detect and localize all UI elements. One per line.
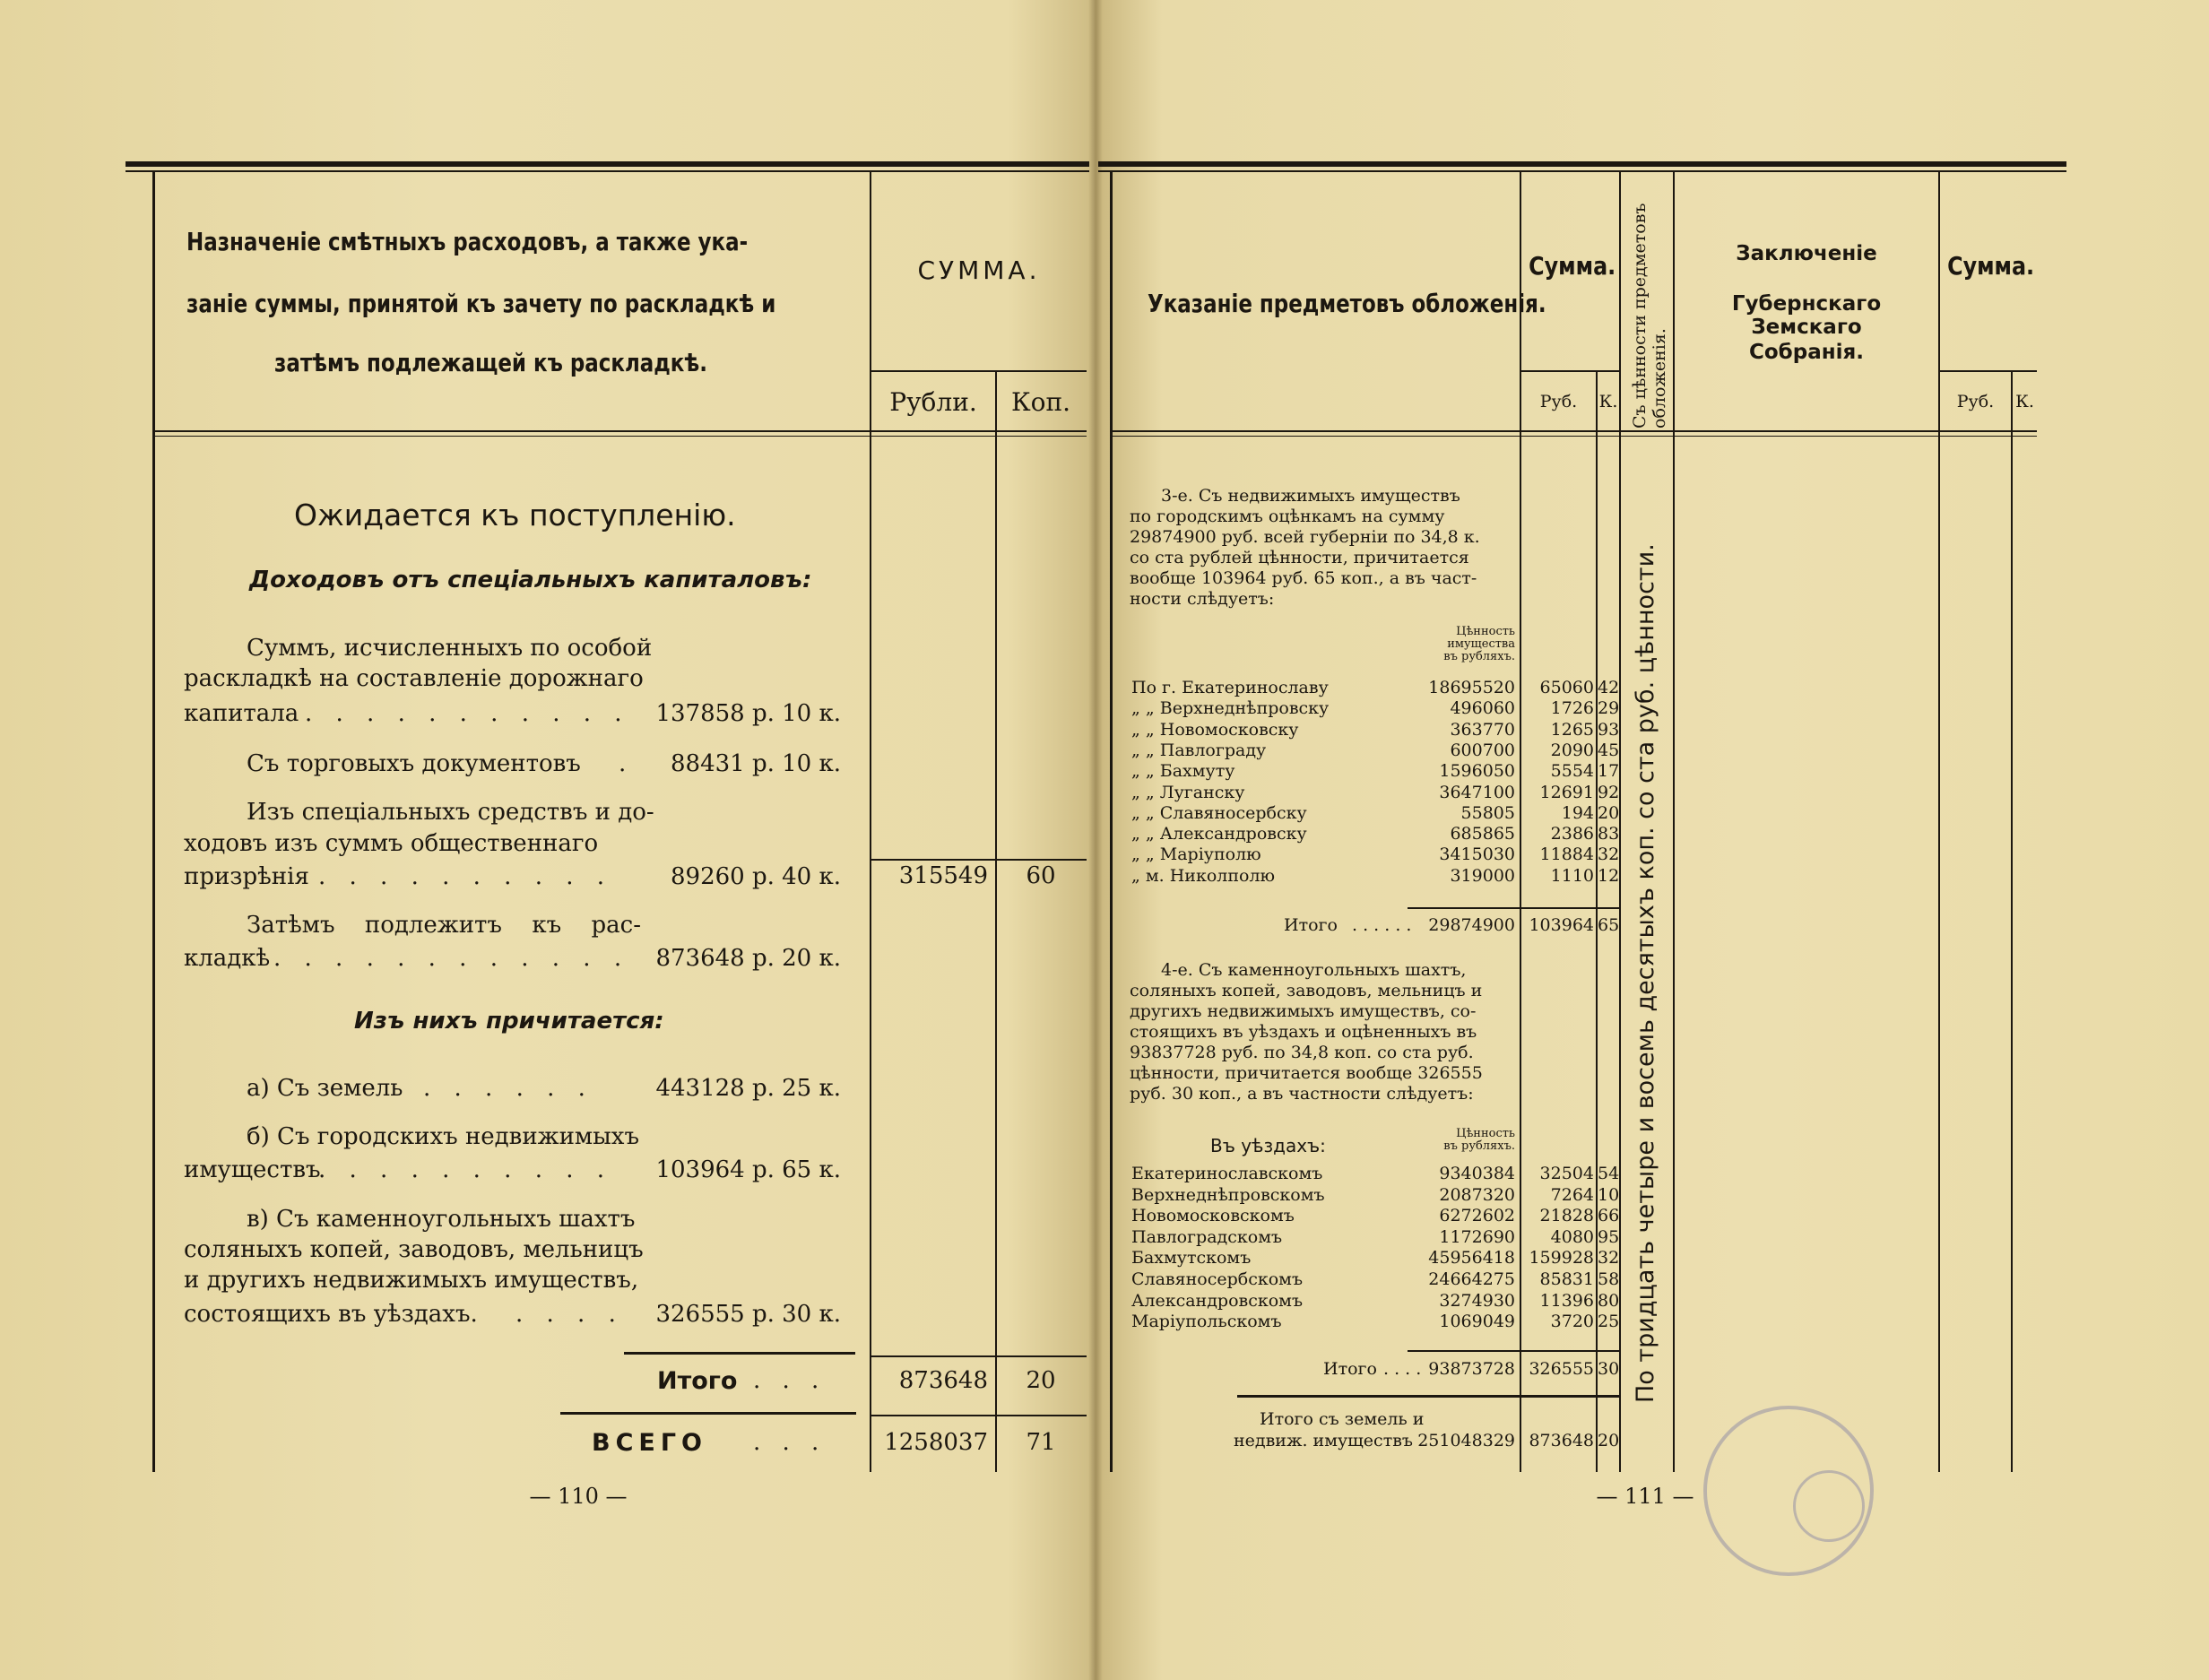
kop-cell: 10 xyxy=(1598,1184,1620,1205)
district-name: Новомосковскомъ xyxy=(1131,1206,1295,1226)
sec4-text-6: цѣнности, причитается вообще 326555 xyxy=(1130,1063,1483,1083)
district-name: „ „ Луганску xyxy=(1131,782,1245,802)
header-kop: Коп. xyxy=(1010,387,1071,417)
share-a-leader: . . . . . . xyxy=(423,1075,593,1102)
page-number-left: — 110 — xyxy=(529,1484,628,1509)
grand-value: 251048329 xyxy=(1417,1431,1515,1451)
rheader-subjects: Указаніе предметовъ обложенія. xyxy=(1148,289,1546,318)
kop-cell: 12 xyxy=(1598,865,1620,886)
grand-line1: Итого съ земель и xyxy=(1260,1409,1425,1429)
special-total-kop: 60 xyxy=(1026,862,1056,889)
value-cell: 1596050 xyxy=(1439,761,1515,782)
kop-cell: 93 xyxy=(1598,719,1620,740)
sec3-colhead xyxy=(1381,626,1515,663)
header-bottom-rule-thin xyxy=(154,436,1087,437)
kop-cell: 42 xyxy=(1598,678,1620,697)
district-name: „ „ Бахмуту xyxy=(1131,761,1235,782)
sec4-total-rule xyxy=(1408,1350,1619,1352)
item1-line1: Суммъ, исчисленныхъ по особой xyxy=(247,635,653,662)
rub-cell: 2090 xyxy=(1550,740,1594,760)
header-rub: Рубли. xyxy=(889,387,977,417)
rheader-sum: Сумма. xyxy=(1529,251,1616,281)
item2-leader: . xyxy=(619,750,627,777)
value-cell: 1069049 xyxy=(1439,1312,1515,1332)
sec3-text-1: 3-е. Съ недвижимыхъ имуществъ xyxy=(1161,486,1460,506)
kop-cell: 29 xyxy=(1598,698,1620,719)
share-b-leader: . . . . . . . . . . xyxy=(318,1156,613,1183)
top-rule-right-thin xyxy=(1098,170,2066,172)
kop-cell: 20 xyxy=(1598,802,1620,823)
vertical-rate-note: По тридцать четыре и восемь десятыхъ коп. со ста руб. цѣнности. xyxy=(1632,543,1659,1403)
sec3-total-rub: 103964 xyxy=(1529,915,1594,935)
sec3-total-label: Итого xyxy=(1284,915,1338,935)
rub-cell: 4080 xyxy=(1550,1226,1594,1247)
value-cell: 363770 xyxy=(1450,719,1515,740)
itogo-col-rule xyxy=(871,1355,1087,1357)
sec3-colhead-3: въ рубляхъ. xyxy=(1443,650,1515,663)
value-cell: 45956418 xyxy=(1428,1248,1515,1269)
kop-cell: 58 xyxy=(1598,1269,1620,1289)
value-cell: 24664275 xyxy=(1428,1269,1515,1289)
sec4-text-3: другихъ недвижимыхъ имуществъ, со- xyxy=(1130,1001,1477,1021)
value-cell: 3647100 xyxy=(1439,782,1515,802)
vsego-kop: 71 xyxy=(1026,1429,1056,1456)
itogo-rule xyxy=(624,1352,855,1355)
rub-cell: 11884 xyxy=(1539,844,1594,865)
sec4-text-2: соляныхъ копей, заводовъ, мельницъ и xyxy=(1130,981,1483,1000)
kop-cell: 80 xyxy=(1598,1290,1620,1311)
section-title: Ожидается къ поступленію. xyxy=(294,498,736,533)
item1-leader: . . . . . . . . . . . xyxy=(305,700,630,727)
rub-cell: 1265 xyxy=(1550,719,1594,740)
kop-cell: 66 xyxy=(1598,1206,1620,1226)
share-c-amount: 326555 р. 30 к. xyxy=(655,1301,841,1328)
value-cell: 6272602 xyxy=(1439,1206,1515,1226)
share-b-last: имуществъ xyxy=(184,1156,321,1183)
district-name: Славяносербскомъ xyxy=(1131,1269,1304,1289)
district-name: „ „ Славяносербску xyxy=(1131,802,1307,823)
sec4-total-value: 93873728 xyxy=(1428,1359,1515,1379)
library-stamp-inner xyxy=(1793,1470,1865,1542)
special-total-rub: 315549 xyxy=(898,862,988,889)
district-name: Бахмутскомъ xyxy=(1131,1248,1252,1269)
kop-cell: 54 xyxy=(1598,1164,1620,1183)
item3-line1: Изъ спеціальныхъ средствъ и до- xyxy=(247,799,654,826)
kop-cell: 32 xyxy=(1598,844,1620,865)
rate-col-left xyxy=(1619,172,1621,1472)
subtotal-rule xyxy=(871,859,1087,861)
rub-cell: 1726 xyxy=(1550,698,1594,719)
sec4-text-1: 4-е. Съ каменноугольныхъ шахтъ, xyxy=(1161,960,1467,980)
vsego-label: ВСЕГО xyxy=(592,1429,707,1457)
item2-amount: 88431 р. 10 к. xyxy=(670,750,841,777)
itogo-rub: 873648 xyxy=(898,1367,988,1394)
section-subtitle: Доходовъ отъ спеціальныхъ капиталовъ: xyxy=(249,567,812,593)
item1-last: капитала xyxy=(184,700,299,727)
right-left-border xyxy=(1110,172,1113,1472)
sec4-colhead xyxy=(1381,1128,1515,1153)
kop-cell: 32 xyxy=(1598,1248,1620,1269)
top-rule-thin xyxy=(126,170,1089,172)
district-name: По г. Екатеринославу xyxy=(1131,678,1329,697)
header-bottom-rule xyxy=(154,430,1087,432)
sec4-text-7: руб. 30 коп., а въ частности слѣдуетъ: xyxy=(1130,1084,1474,1104)
rub-cell: 32504 xyxy=(1539,1164,1594,1183)
sec4-colhead-2: въ рубляхъ. xyxy=(1443,1139,1515,1153)
rheader-sum2: Сумма. xyxy=(1947,251,2035,281)
rub-cell: 1110 xyxy=(1550,865,1594,886)
kop-cell: 25 xyxy=(1598,1312,1620,1332)
grand-kop: 20 xyxy=(1598,1431,1620,1451)
rheader-rate xyxy=(1630,178,1669,429)
vsego-rub: 1258037 xyxy=(884,1429,988,1456)
sec3-total-rule xyxy=(1408,907,1619,909)
sec4-total-rub: 326555 xyxy=(1529,1359,1594,1379)
rub-cell: 2386 xyxy=(1550,824,1594,844)
value-cell: 2087320 xyxy=(1439,1184,1515,1205)
header-desc-2: заніе суммы, принятой къ зачету по раскладкѣ и xyxy=(186,289,776,318)
rub-cell: 7264 xyxy=(1550,1184,1594,1205)
item3-line2: ходовъ изъ суммъ общественнаго xyxy=(184,830,599,857)
vsego-col-rule xyxy=(871,1415,1087,1416)
item1-amount: 137858 р. 10 к. xyxy=(655,700,841,727)
district-name: Екатеринославскомъ xyxy=(1131,1164,1323,1183)
vsego-leader: . . . xyxy=(753,1429,827,1456)
sec4-total-leader: . . . . xyxy=(1383,1359,1422,1379)
left-border xyxy=(152,172,155,1472)
value-cell: 3415030 xyxy=(1439,844,1515,865)
rkop2-col-divider xyxy=(2011,372,2013,1472)
value-cell: 319000 xyxy=(1450,865,1515,886)
sec4-colhead-1: Цѣнность xyxy=(1456,1127,1515,1140)
rheader-rub2: Руб. xyxy=(1956,392,1995,411)
sec3-total-value: 29874900 xyxy=(1428,915,1515,935)
value-cell: 18695520 xyxy=(1428,678,1515,697)
rheader-conclusion-3: Собранія. xyxy=(1748,341,1864,364)
district-name: „ „ Александровску xyxy=(1131,824,1307,844)
share-a-amount: 443128 р. 25 к. xyxy=(655,1075,841,1102)
sec3-text-4: со ста рублей цѣнности, причитается xyxy=(1130,548,1469,567)
grand-line2: недвиж. имуществъ xyxy=(1234,1431,1413,1451)
value-cell: 496060 xyxy=(1450,698,1515,719)
item1-line2: раскладкѣ на составленіе дорожнаго xyxy=(184,665,644,692)
book-gutter xyxy=(1088,0,1103,1680)
value-cell: 1172690 xyxy=(1439,1226,1515,1247)
rheader-conclusion-2: Губернскаго Земскаго xyxy=(1731,292,1882,339)
kop-cell: 17 xyxy=(1598,761,1620,782)
sec3-text-5: вообще 103964 руб. 65 коп., а въ част- xyxy=(1130,568,1477,588)
remaining-last: кладкѣ xyxy=(184,945,271,972)
remaining-amount: 873648 р. 20 к. xyxy=(655,945,841,972)
sec3-text-6: ности слѣдуетъ: xyxy=(1130,589,1275,609)
rheader-kop2: К. xyxy=(2015,392,2034,411)
item2-last: Съ торговыхъ документовъ xyxy=(247,750,581,777)
rub-cell: 65060 xyxy=(1539,678,1594,697)
rsum2-sub-rule xyxy=(1940,370,2037,372)
sec4-total-kop: 30 xyxy=(1598,1359,1620,1379)
value-cell: 685865 xyxy=(1450,824,1515,844)
header-desc-3: затѣмъ подлежащей къ раскладкѣ. xyxy=(274,348,708,377)
district-name: Александровскомъ xyxy=(1131,1290,1304,1311)
sec4-text-5: 93837728 руб. по 34,8 коп. со ста руб. xyxy=(1130,1043,1474,1062)
district-name: Маріупольскомъ xyxy=(1131,1312,1282,1332)
sec3-total-kop: 65 xyxy=(1598,915,1620,935)
share-c-line1: в) Съ каменноугольныхъ шахтъ xyxy=(247,1206,636,1233)
sum-sub-rule xyxy=(871,370,1087,372)
share-b-amount: 103964 р. 65 к. xyxy=(655,1156,841,1183)
kop-col-divider xyxy=(995,372,997,1472)
value-cell: 600700 xyxy=(1450,740,1515,760)
rub-cell: 159928 xyxy=(1529,1248,1594,1269)
grand-rule xyxy=(1237,1395,1619,1398)
district-name: „ „ Верхнеднѣпровску xyxy=(1131,698,1330,719)
district-name: Павлоградскомъ xyxy=(1131,1226,1283,1247)
kop-cell: 45 xyxy=(1598,740,1620,760)
top-rule-right xyxy=(1098,161,2066,167)
item3-last: призрѣнія xyxy=(184,863,309,890)
share-b-line1: б) Съ городскихъ недвижимыхъ xyxy=(247,1123,640,1150)
item3-leader: . . . . . . . . . . xyxy=(318,863,613,890)
rheader-kop: К. xyxy=(1598,392,1618,411)
item3-amount: 89260 р. 40 к. xyxy=(670,863,841,890)
sec3-text-2: по городскимъ оцѣнкамъ на сумму xyxy=(1130,507,1445,526)
header-sum: СУММА. xyxy=(917,255,1041,285)
grand-rub: 873648 xyxy=(1529,1431,1594,1451)
sec3-text-3: 29874900 руб. всей губерніи по 34,8 к. xyxy=(1130,527,1480,547)
share-c-line2: соляныхъ копей, заводовъ, мельницъ xyxy=(184,1236,644,1263)
remaining-leader: . . . . . . . . . . . . xyxy=(273,945,630,972)
value-cell: 55805 xyxy=(1460,802,1515,823)
kop-cell: 92 xyxy=(1598,782,1620,802)
rheader-conclusion-1: Заключеніе xyxy=(1736,242,1877,265)
district-name: „ „ Павлограду xyxy=(1131,740,1267,760)
rub-cell: 194 xyxy=(1561,802,1594,823)
rsum-sub-rule xyxy=(1521,370,1619,372)
rheader-rub: Руб. xyxy=(1539,392,1578,411)
share-c-line3: и другихъ недвижимыхъ имуществъ, xyxy=(184,1267,639,1294)
rub-cell: 3720 xyxy=(1550,1312,1594,1332)
district-name: „ м. Николполю xyxy=(1131,865,1276,886)
sec3-colhead-1: Цѣнность xyxy=(1456,625,1515,638)
sec3-total-leader: . . . . . . xyxy=(1352,915,1412,935)
sec3-colhead-2: имущества xyxy=(1447,637,1515,651)
remaining-line1: Затѣмъ подлежитъ къ рас- xyxy=(247,912,641,939)
district-name: „ „ Новомосковску xyxy=(1131,719,1299,740)
share-a-last: а) Съ земель xyxy=(247,1075,403,1102)
itogo-leader: . . . xyxy=(753,1367,827,1394)
vsego-rule xyxy=(560,1412,856,1415)
value-cell: 3274930 xyxy=(1439,1290,1515,1311)
share-c-leader: . . . . xyxy=(515,1301,624,1328)
rub-cell: 5554 xyxy=(1550,761,1594,782)
top-rule xyxy=(126,161,1089,167)
rheader-bottom-rule-thin xyxy=(1113,436,2037,437)
kop-cell: 95 xyxy=(1598,1226,1620,1247)
district-name: „ „ Маріуполю xyxy=(1131,844,1261,865)
rub-cell: 11396 xyxy=(1539,1290,1594,1311)
conclusion-col-right xyxy=(1938,172,1940,1472)
itogo-label: Итого xyxy=(657,1367,738,1395)
district-name: Верхнеднѣпровскомъ xyxy=(1131,1184,1325,1205)
rub-cell: 12691 xyxy=(1539,782,1594,802)
value-cell: 9340384 xyxy=(1439,1164,1515,1183)
sum-col-divider xyxy=(870,172,871,1472)
page-number-right: — 111 — xyxy=(1596,1484,1694,1509)
rub-cell: 85831 xyxy=(1539,1269,1594,1289)
rheader-rate-text: Съ цѣнности предметовъ обложенія. xyxy=(1630,203,1669,429)
kop-cell: 83 xyxy=(1598,824,1620,844)
header-desc-1: Назначеніе смѣтныхъ расходовъ, а также ука- xyxy=(186,227,749,256)
sec4-text-4: стоящихъ въ уѣздахъ и оцѣненныхъ въ xyxy=(1130,1022,1477,1042)
of-which-title: Изъ нихъ причитается: xyxy=(354,1008,664,1035)
rate-col-right xyxy=(1673,172,1675,1472)
share-c-last: состоящихъ въ уѣздахъ. xyxy=(184,1301,478,1328)
rheader-bottom-rule xyxy=(1113,430,2037,432)
rub-cell: 21828 xyxy=(1539,1206,1594,1226)
sec4-total-label: Итого xyxy=(1323,1359,1377,1379)
sec4-districts-label: Въ уѣздахъ: xyxy=(1210,1135,1326,1156)
itogo-kop: 20 xyxy=(1026,1367,1056,1394)
